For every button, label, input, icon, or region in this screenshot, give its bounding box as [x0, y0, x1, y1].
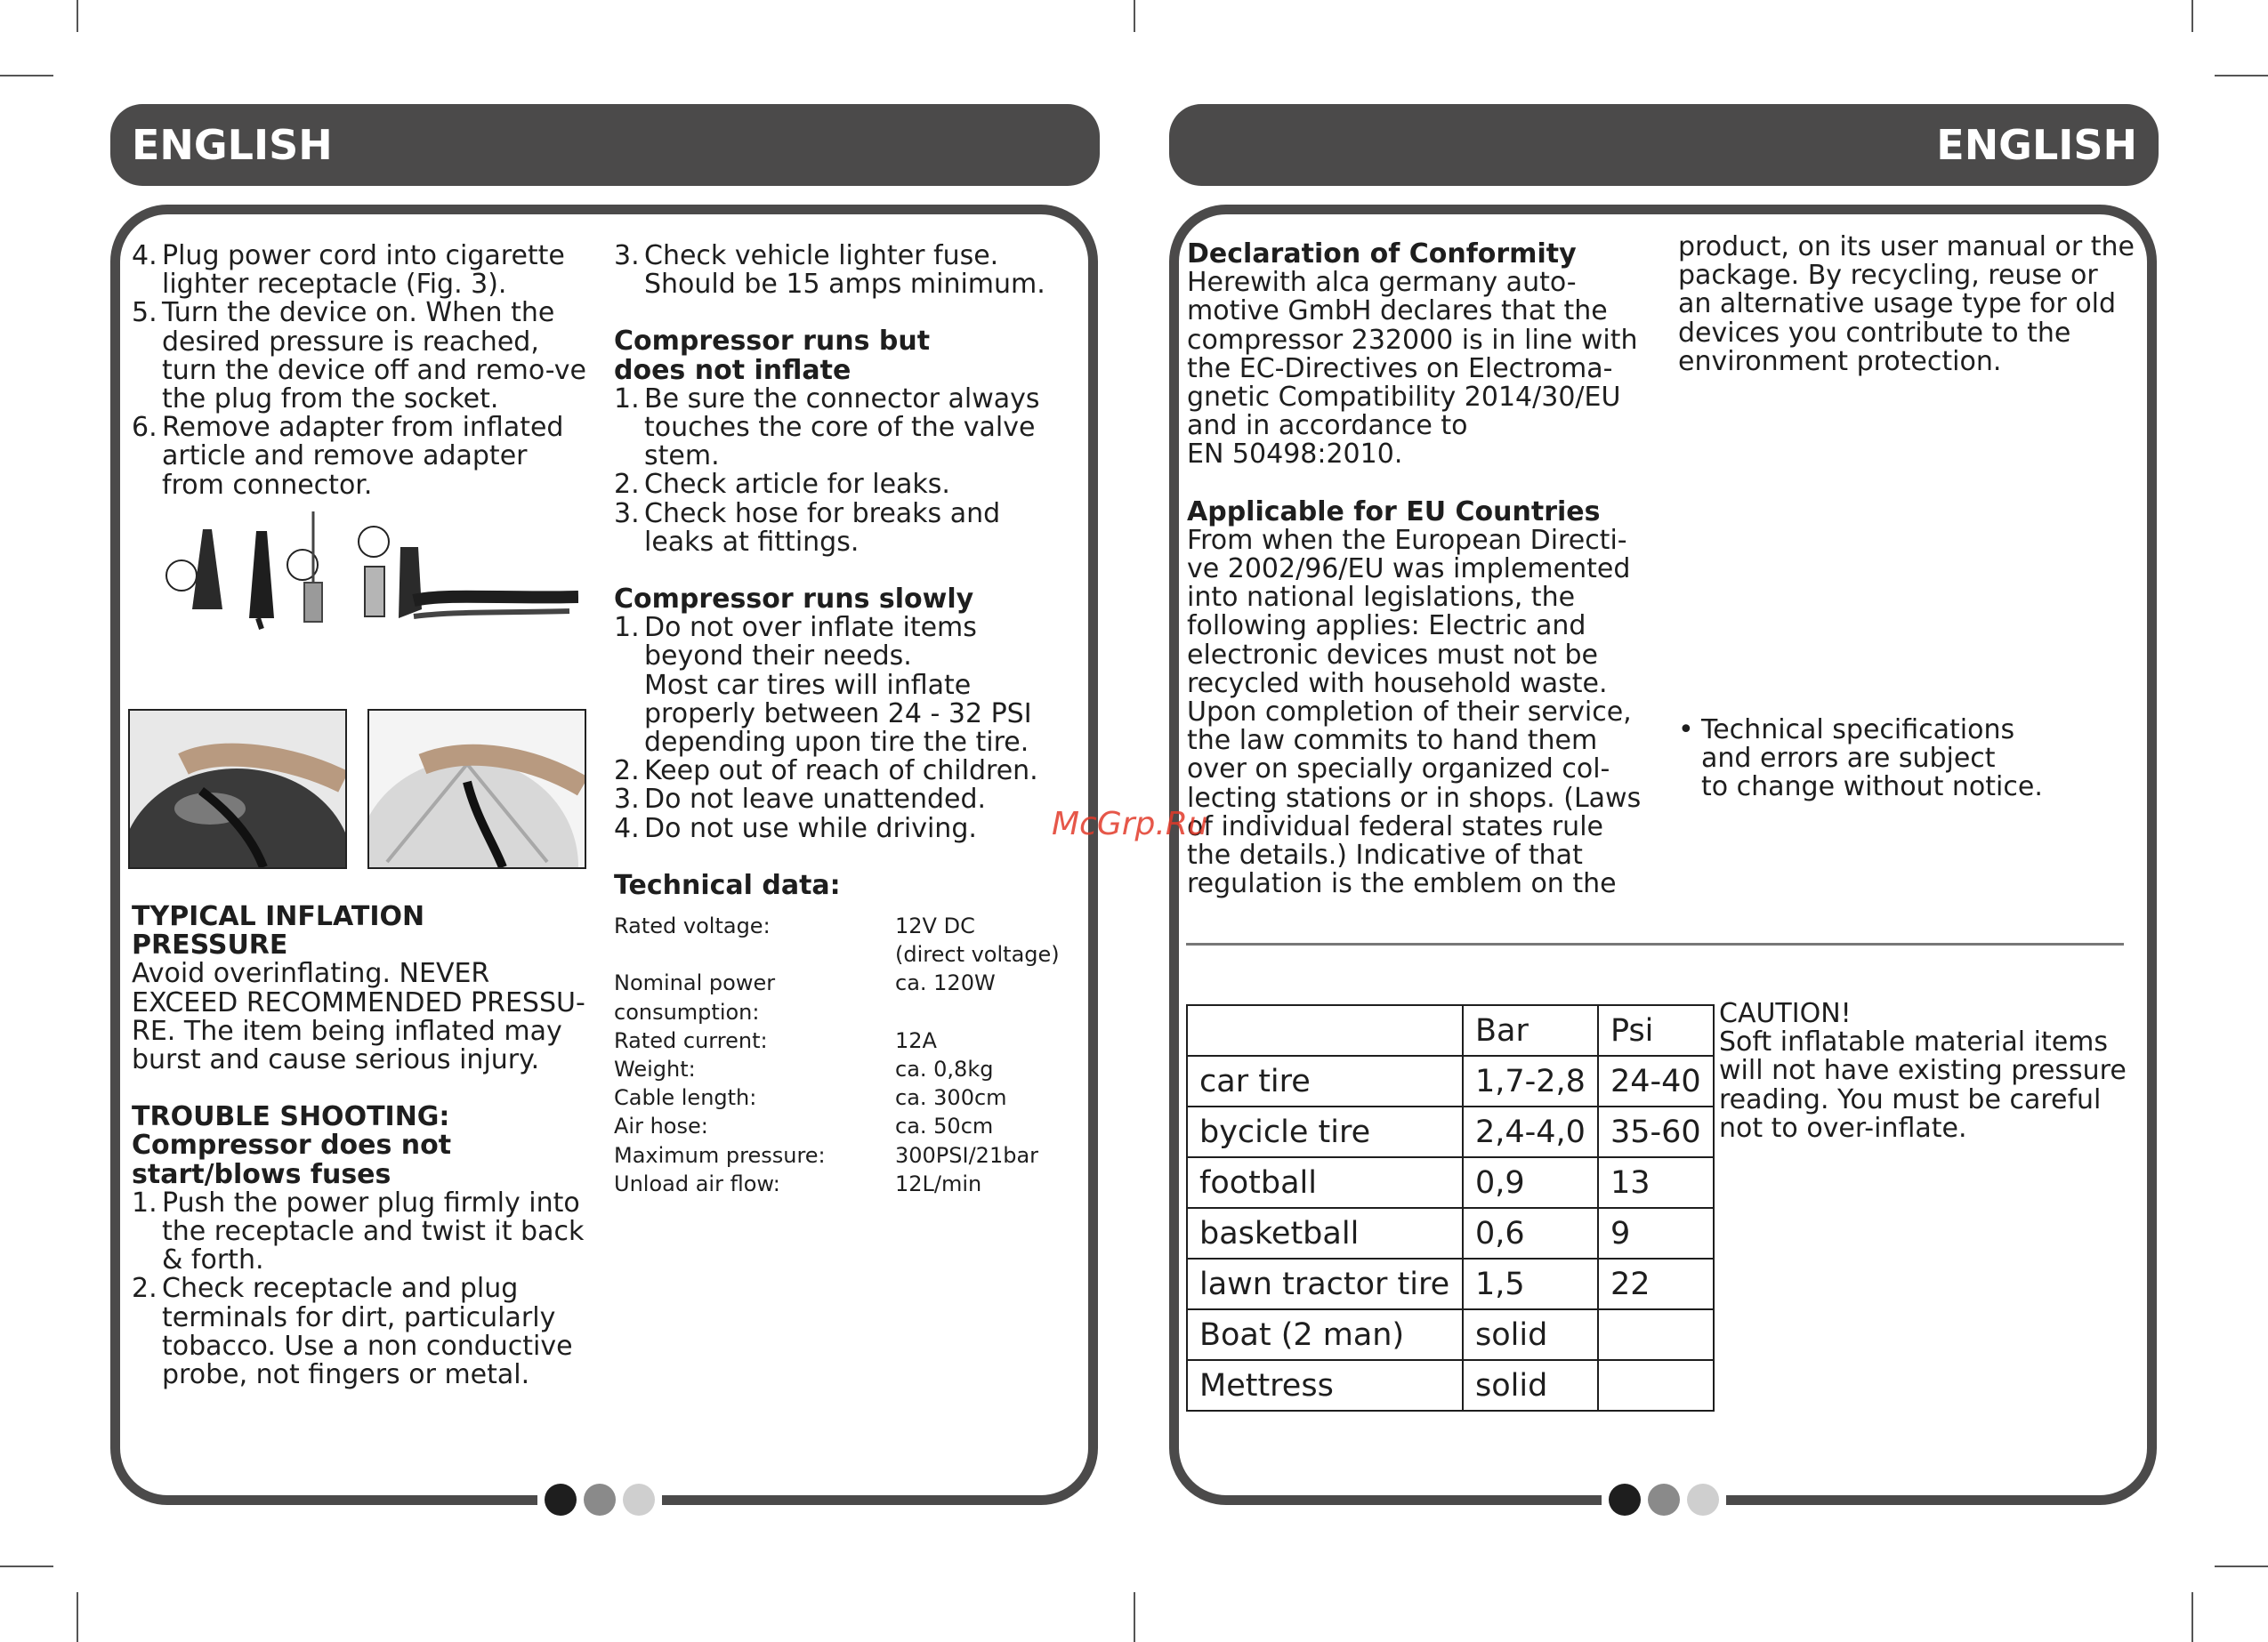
list-item: 1. Be sure the connector always touches the core of the valve stem. [614, 382, 1040, 472]
table-row: bycicle tire 2,4-4,0 35-60 [1187, 1107, 1714, 1157]
page-dot [623, 1484, 655, 1516]
page-header-left: ENGLISH [110, 104, 1100, 186]
bullet: • [1678, 714, 1694, 745]
valve-connector-icon [365, 567, 384, 616]
crop-mark [77, 1592, 78, 1642]
list-item: 1. Push the power plug firmly into the receptacle and twist it back & forth. [132, 1187, 585, 1276]
page-indicator-left [537, 1482, 662, 1517]
crop-mark [2215, 75, 2268, 76]
crop-mark [0, 75, 53, 76]
page-dot [1687, 1484, 1719, 1516]
list-item: 1. Do not over inflate items beyond their needs. Most car tires will inflate properly between 24 - 32 PSI depending upon tire the tire. [614, 612, 1032, 759]
crop-mark [77, 0, 78, 32]
section-heading: PRESSURE [132, 930, 288, 962]
callout-circle [359, 527, 389, 557]
right-column-2: product, on its user manual or the package. By recycling, reuse or an alternative usage type for old devices you contribute to the environment protection. [1678, 231, 2135, 377]
crop-mark [1134, 0, 1135, 32]
air-hose-icon [414, 597, 578, 600]
list-item: 2. Check receptacle and plug terminals for dirt, particularly tobacco. Use a non conductive probe, not fingers or metal. [132, 1273, 573, 1391]
inflating-ball-photo [128, 709, 347, 869]
technical-data-table [614, 912, 1094, 1198]
list-item: 3. Check hose for breaks and leaks at fittings. [614, 497, 1001, 558]
list-item: 3. Do not leave unattended. [614, 784, 987, 816]
table-header-row: Bar Psi [1187, 1005, 1714, 1056]
watermark: McGrp.Ru [1052, 806, 1208, 842]
table-row: Weight: ca. 0,8kg [614, 1057, 994, 1083]
section-subheading: Compressor does not start/blows fuses [132, 1130, 452, 1190]
right-column-1: Declaration of Conformity Herewith alca germany auto- motive GmbH declares that the compressor 232000 is in line with the EC-Directives on Electroma- gnetic Compatibility 2014/30/EU and in accordance to EN 50498:2010. Applicable for EU Countries From when the European Directi- ve 2002/96/EU was implemented into national legislations, the following applies: Electric and electronic devices must not be recycled with household waste. Upon completion of their service, the law commits to hand them over on specially organized col- lecting stations or in shops. (Laws of individual federal states rule the details.) Indicative of that regulation is the emblem on the [1187, 240, 1667, 898]
list-item: 2. Check article for leaks. [614, 469, 950, 501]
pressure-table [1186, 1004, 1715, 1412]
crop-mark [2191, 1592, 2193, 1642]
section-heading: Compressor runs but [614, 326, 931, 358]
table-row: consumption: [614, 999, 760, 1025]
crop-mark [2191, 0, 2193, 32]
page-header-right: ENGLISH [1169, 104, 2159, 186]
section-heading: Declaration of Conformity [1187, 238, 1577, 270]
table-row: football 0,9 13 [1187, 1157, 1714, 1208]
section-heading: does not inflate [614, 354, 852, 386]
inflating-ball-photo [367, 709, 586, 869]
table-row: (direct voltage) [895, 942, 1060, 968]
page-dot [1609, 1484, 1641, 1516]
page-dot [545, 1484, 577, 1516]
section-heading: Technical data: [614, 869, 841, 901]
table-row: Mettress solid [1187, 1360, 1714, 1411]
section-heading: Compressor runs slowly [614, 584, 974, 616]
cone-adapter-icon [192, 529, 222, 609]
hose-connector-icon [399, 547, 422, 618]
page-indicator-right [1602, 1482, 1726, 1517]
divider [1186, 943, 2124, 946]
table-row: car tire 1,7-2,8 24-40 [1187, 1056, 1714, 1107]
list-item: 3. Check vehicle lighter fuse. [614, 240, 999, 271]
cone-adapter-icon [249, 531, 274, 618]
section-heading: TYPICAL INFLATION [132, 901, 425, 932]
adapter-illustration [160, 511, 578, 654]
table-row: Nominal power ca. 120W [614, 970, 996, 996]
left-column-2: 3. Check vehicle lighter fuse. Should be 15 amps minimum. Compressor runs but does not inflate 1. Be sure the connector always touches the core of the valve stem. 2. Check article for leaks. 3. Check hose for breaks and leaks at fittings. Compressor runs slowly 1. Do not over inflate items beyond their needs. Most car tires will inflate properly between 24 - 32 PSI depending upon tire the tire. 2. Keep out of reach of children. 3. Do not leave unattended. 4. Do not use while driving. Technical data: [614, 242, 1077, 900]
table-row: Unload air flow: 12L/min [614, 1171, 982, 1196]
table-row: Rated current: 12A [614, 1027, 937, 1053]
table-row: Cable length: ca. 300cm [614, 1085, 1007, 1111]
list-item: 4. Do not use while driving. [614, 812, 977, 844]
table-row: Boat (2 man) solid [1187, 1309, 1714, 1360]
table-row: lawn tractor tire 1,5 22 [1187, 1259, 1714, 1309]
crop-mark [1134, 1592, 1135, 1642]
crop-mark [2215, 1566, 2268, 1567]
caution-heading: CAUTION! [1719, 998, 1852, 1029]
paragraph: Avoid overinflating. NEVER EXCEED RECOMMENDED PRESSU-RE. The item being inflated may burst and cause serious injury. [132, 958, 585, 1076]
tech-note: • Technical specifications and errors are subject to change without notice. [1678, 714, 2043, 803]
table-row: Rated voltage: 12V DC [614, 914, 975, 938]
page-dot [1648, 1484, 1680, 1516]
table-row: basketball 0,6 9 [1187, 1208, 1714, 1259]
table-row: Maximum pressure: 300PSI/21bar [614, 1142, 1039, 1168]
caution-note: CAUTION! Soft inflatable material items will not have existing pressure reading. You must be careful not to over-inflate. [1719, 1000, 2146, 1143]
table-row: Air hose: ca. 50cm [614, 1114, 994, 1139]
list-item: 6. Remove adapter from inflated article and remove adapter from connector. [132, 412, 564, 501]
list-item: 2. Keep out of reach of children. [614, 755, 1038, 787]
left-column-1 [132, 242, 594, 500]
list-item: 4. Plug power cord into cigarette lighter receptacle (Fig. 3). [132, 240, 565, 301]
list-item: 5. Turn the device on. When the desired pressure is reached, turn the device off and remo-ve the plug from the socket. [132, 297, 587, 415]
section-heading: Applicable for EU Countries [1187, 495, 1601, 527]
page-dot [584, 1484, 616, 1516]
section-heading: TROUBLE SHOOTING: [132, 1101, 450, 1133]
left-column-1-lower [132, 903, 603, 1389]
crop-mark [0, 1566, 53, 1567]
callout-circle [166, 560, 197, 591]
